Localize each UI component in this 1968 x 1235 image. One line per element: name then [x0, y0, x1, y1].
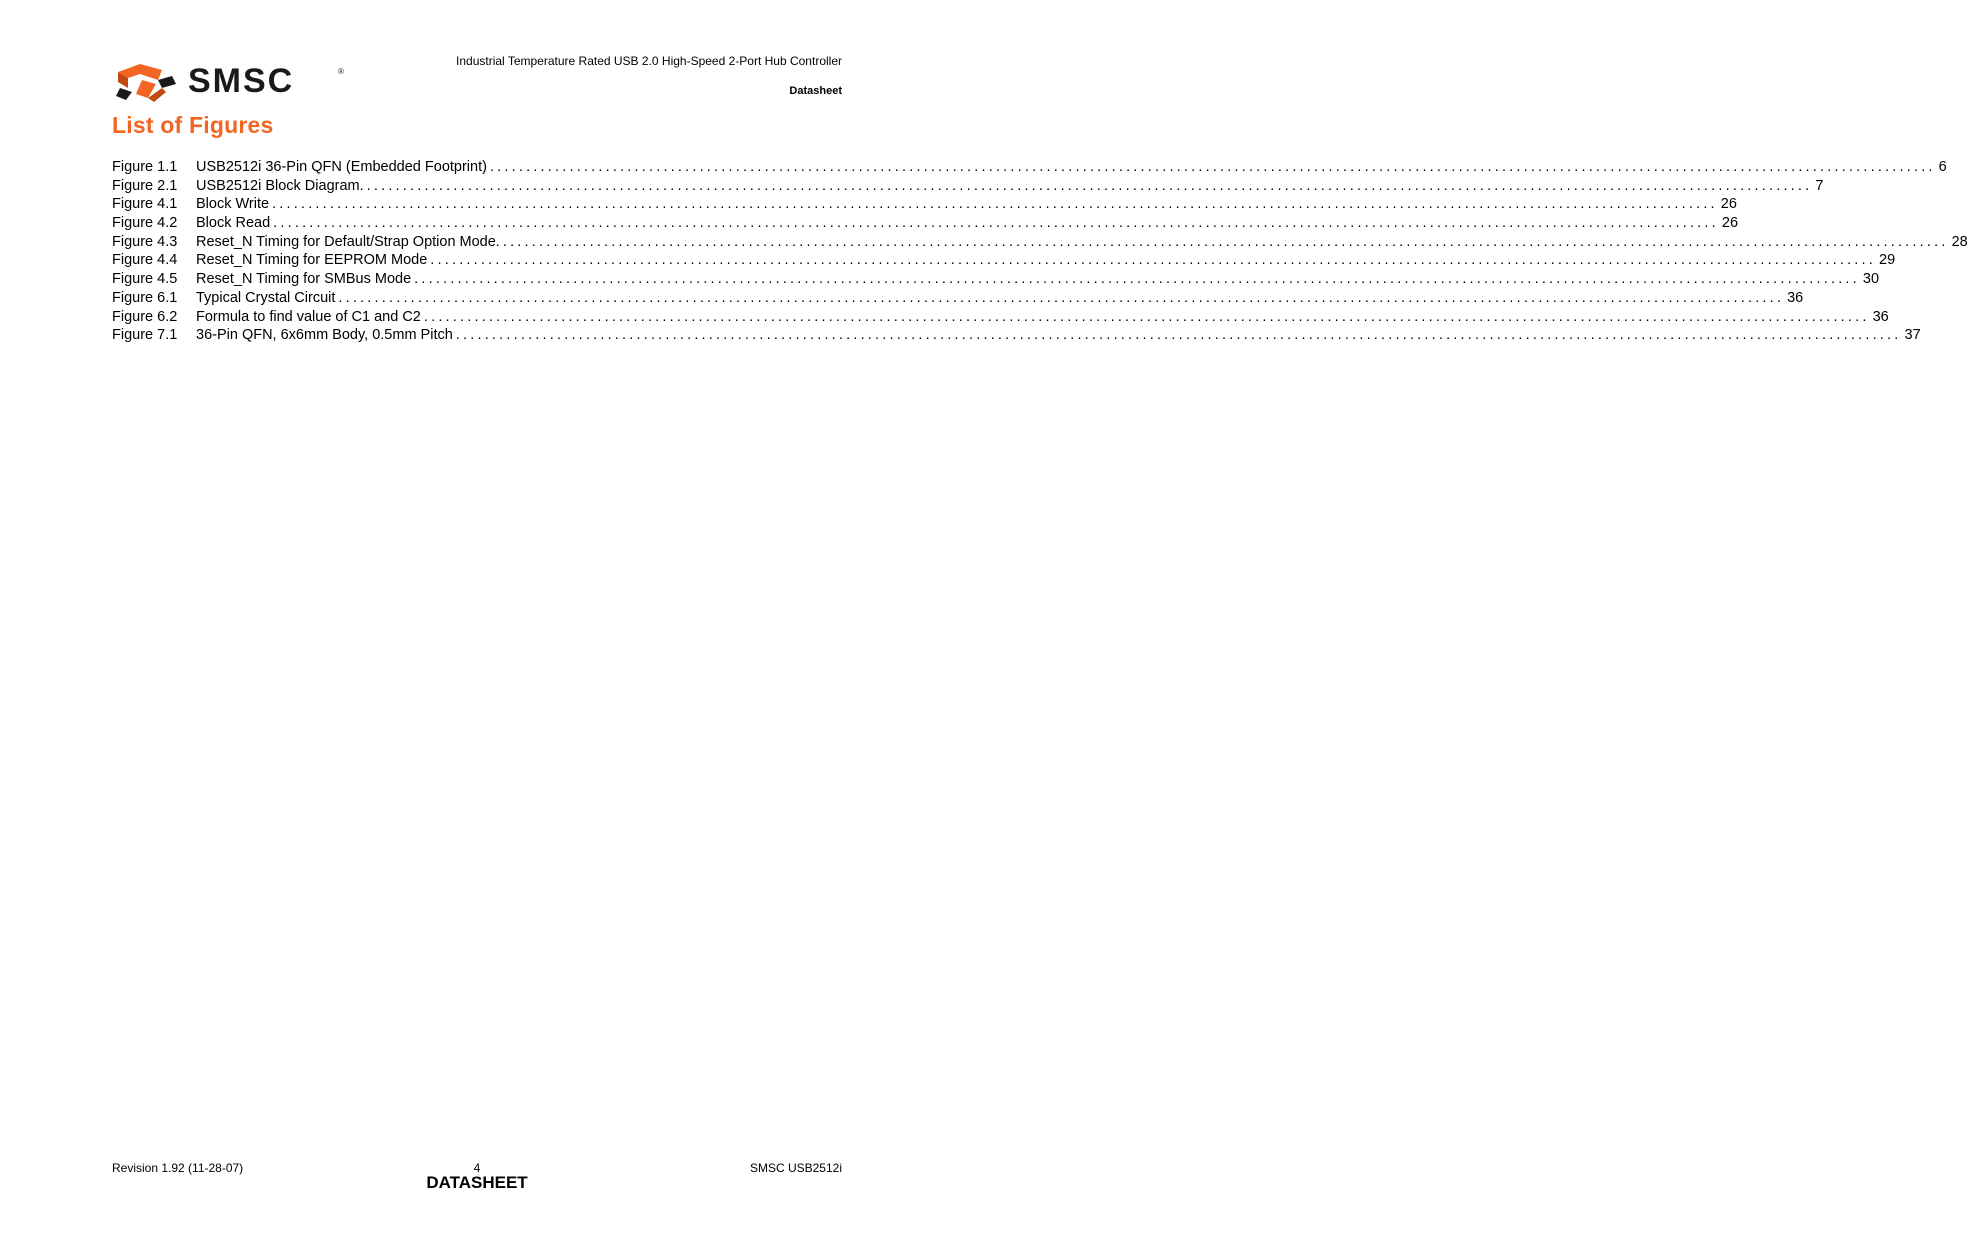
toc-entry[interactable] — [112, 327, 1921, 346]
footer-product: SMSC USB2512i — [749, 1161, 842, 1175]
toc-entry[interactable] — [112, 196, 1737, 215]
toc-entry-number: Figure 2.1 — [112, 177, 178, 194]
header-title: Industrial Temperature Rated USB 2.0 High-Speed 2-Port Hub Controller — [456, 54, 842, 68]
toc-dot-leader: ........................................................................................................................................................................................................ — [489, 159, 1936, 175]
toc-entry-title: USB2512i Block Diagram. — [196, 177, 364, 194]
toc-entry-title: Block Read — [196, 215, 271, 232]
toc-entry-page: 26 — [1721, 215, 1739, 232]
toc-entry-page: 29 — [1879, 252, 1896, 269]
toc-entry-number: Figure 6.2 — [112, 308, 178, 325]
toc-dot-leader: ........................................................................................................................................................................................................ — [423, 308, 1870, 325]
toc-entry-number: Figure 4.3 — [112, 233, 178, 250]
toc-dot-leader: ........................................................................................................................................................................................................ — [502, 233, 1949, 250]
toc-entry[interactable] — [112, 252, 1896, 271]
toc-entry[interactable] — [112, 177, 1824, 197]
toc-entry-title: Formula to find value of C1 and C2 — [196, 308, 421, 325]
toc-entry-page: 26 — [1720, 196, 1737, 213]
toc-dot-leader: ........................................................................................................................................................................................................ — [430, 252, 1876, 269]
toc-dot-leader: ........................................................................................................................................................................................................ — [272, 196, 1718, 213]
toc-entry-title: Block Write — [196, 196, 270, 213]
toc-entry-page: 28 — [1951, 233, 1968, 250]
toc-dot-leader: ........................................................................................................................................................................................................ — [273, 215, 1719, 232]
header-subtitle: Datasheet — [789, 85, 842, 97]
toc-entry-page: 6 — [1938, 159, 1947, 175]
toc-entry-title: Reset_N Timing for SMBus Mode — [196, 271, 412, 288]
toc-entry-page: 30 — [1862, 271, 1880, 288]
page-title: List of Figures — [112, 112, 274, 138]
toc-entry-page: 7 — [1815, 177, 1824, 194]
toc-entry-number: Figure 7.1 — [112, 327, 178, 344]
toc-entry-number: Figure 4.5 — [112, 271, 178, 288]
toc-entry[interactable] — [112, 289, 1804, 309]
logo-registered-mark: ® — [338, 67, 344, 76]
toc-entry-number: Figure 4.1 — [112, 196, 178, 213]
toc-dot-leader: ........................................................................................................................................................................................................ — [414, 271, 1860, 288]
toc-entry-number: Figure 6.1 — [112, 289, 178, 306]
figure-list — [112, 159, 1968, 346]
toc-entry[interactable] — [112, 159, 1947, 178]
toc-entry-number: Figure 4.2 — [112, 215, 178, 232]
toc-dot-leader: ........................................................................................................................................................................................................ — [366, 177, 1813, 194]
logo-wordmark: SMSC — [188, 62, 295, 100]
toc-entry-number: Figure 1.1 — [112, 159, 178, 175]
toc-entry[interactable] — [112, 271, 1880, 290]
toc-entry-page: 36 — [1872, 308, 1889, 325]
logo-mark-icon — [116, 64, 176, 102]
toc-entry-page: 37 — [1904, 327, 1921, 344]
toc-entry-title: USB2512i 36-Pin QFN (Embedded Footprint) — [196, 159, 487, 175]
toc-entry[interactable] — [112, 233, 1968, 253]
smsc-logo — [112, 58, 352, 104]
footer-revision: Revision 1.92 (11-28-07) — [112, 1161, 244, 1175]
footer-page-number: 4 — [473, 1161, 481, 1175]
toc-entry-title: 36-Pin QFN, 6x6mm Body, 0.5mm Pitch — [196, 327, 453, 344]
footer-datasheet-label: DATASHEET — [426, 1173, 528, 1192]
toc-entry-title: Reset_N Timing for Default/Strap Option Mode. — [196, 233, 500, 250]
toc-entry[interactable] — [112, 215, 1739, 234]
toc-dot-leader: ........................................................................................................................................................................................................ — [455, 327, 1902, 344]
toc-entry[interactable] — [112, 308, 1889, 328]
toc-entry-page: 36 — [1787, 289, 1804, 306]
toc-dot-leader: ........................................................................................................................................................................................................ — [338, 289, 1785, 306]
toc-entry-title: Typical Crystal Circuit — [196, 289, 336, 306]
toc-entry-number: Figure 4.4 — [112, 252, 178, 269]
toc-entry-title: Reset_N Timing for EEPROM Mode — [196, 252, 428, 269]
